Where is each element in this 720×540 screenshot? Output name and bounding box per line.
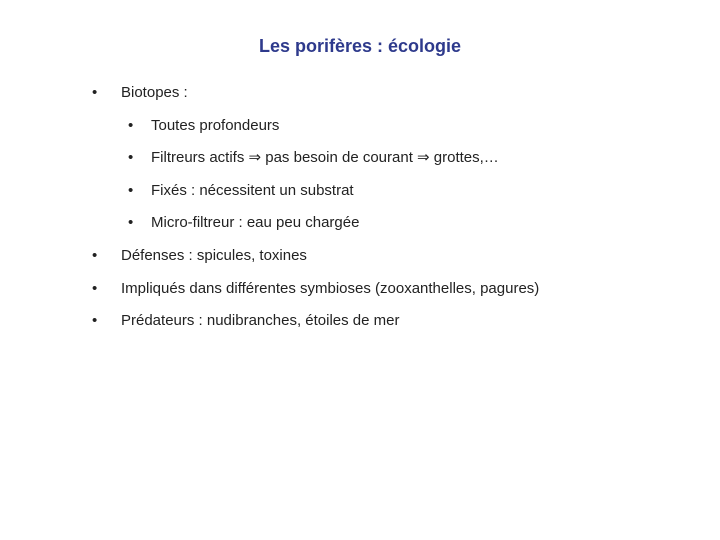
bullet-icon: • (128, 214, 134, 231)
sub-list-item (128, 214, 359, 232)
sub-list-item-text: Filtreurs actifs ⇒ pas besoin de courant ⇒ grottes,… (151, 149, 499, 166)
list-item-text: Impliqués dans différentes symbioses (zooxanthelles, pagures) (121, 280, 540, 297)
bullet-icon: • (128, 117, 134, 134)
sub-list-item (128, 117, 279, 135)
list-item-text: Défenses : spicules, toxines (121, 247, 307, 264)
sub-list-item-text: Fixés : nécessitent un substrat (151, 182, 354, 199)
sub-list-item-text: Toutes profondeurs (151, 117, 280, 134)
bullet-icon: • (128, 182, 134, 199)
slide-title: Les porifères : écologie (258, 36, 462, 56)
list-item-text: Prédateurs : nudibranches, étoiles de mer (121, 312, 400, 329)
list-item (92, 247, 307, 265)
bullet-icon: • (92, 280, 98, 297)
list-item (92, 312, 400, 330)
list-item (92, 84, 188, 102)
sub-list-item-text: Micro-filtreur : eau peu chargée (151, 214, 360, 231)
list-item (92, 280, 539, 298)
sub-list-item (128, 149, 499, 167)
bullet-icon: • (92, 247, 98, 264)
list-item-text: Biotopes : (121, 84, 188, 101)
bullet-icon: • (92, 84, 98, 101)
bullet-icon: • (128, 149, 134, 166)
bullet-icon: • (92, 312, 98, 329)
sub-list-item (128, 182, 354, 200)
